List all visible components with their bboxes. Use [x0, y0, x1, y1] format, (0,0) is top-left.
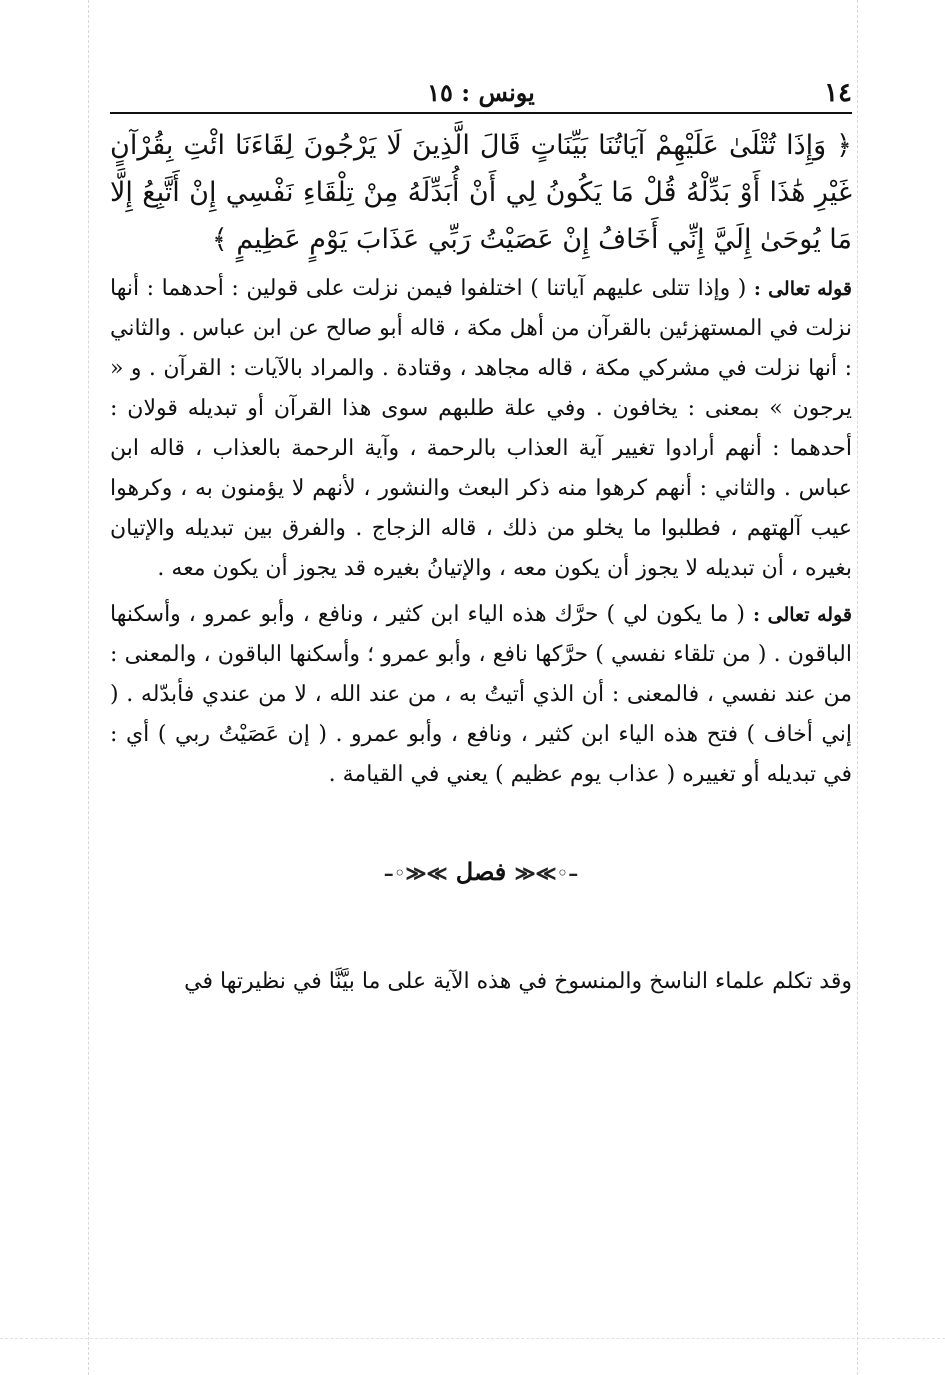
guide-line [857, 0, 858, 1375]
quran-verse: ﴿ وَإِذَا تُتْلَىٰ عَلَيْهِمْ آيَاتُنَا بَيِّنَاتٍ قَالَ الَّذِينَ لَا يَرْجُونَ لِقَاءَنَا ائْتِ بِقُرْآنٍ غَيْرِ هَٰذَا أَوْ بَدِّلْهُ قُلْ مَا يَكُونُ لِي أَنْ أُبَدِّلَهُ مِنْ تِلْقَاءِ نَفْسِي إِنْ أَتَّبِعُ إِلَّا مَا يُوحَىٰ إِلَيَّ إِنِّي أَخَافُ إِنْ عَصَيْتُ رَبِّي عَذَابَ يَوْمٍ عَظِيمٍ ﴾ [110, 130, 852, 255]
header-rule [110, 112, 852, 114]
commentary [110, 269, 852, 795]
section-divider [110, 857, 852, 886]
paragraph-lead: قوله تعالى : [752, 604, 852, 626]
page-number: ١٤ [824, 78, 852, 108]
commentary-paragraph [110, 269, 852, 589]
running-title: يونس : ١٥ [427, 78, 535, 107]
commentary-paragraph [110, 595, 852, 795]
ornament-icon: –◦≫≪ [514, 861, 579, 885]
guide-line [88, 0, 89, 1375]
guide-line [0, 1338, 945, 1339]
paragraph-text: ( ما يكون لي ) حرَّك هذه الياء ابن كثير ، ونافع ، وأبو عمرو ، وأسكنها الباقون . ( من تلقاء نفسي ) حرَّكها نافع ، وأبو عمرو ؛ وأسكنها الباقون ، والمعنى : من عند نفسي ، فالمعنى : أن الذي أتيتُ به ، من عند الله ، لا من عندي فأبدّله . ( إني أخاف ) فتح هذه الياء ابن كثير ، ونافع ، وأبو عمرو . ( إن عَصَيْتُ ربي ) أي : في تبديله أو تغييره ( عذاب يوم عظيم ) يعني في القيامة . [110, 602, 852, 787]
paragraph-text: ( وإذا تتلى عليهم آياتنا ) اختلفوا فيمن نزلت على قولين : أحدهما : أنها نزلت في المستهزئين بالقرآن من أهل مكة ، قاله أبو صالح عن ابن عباس . والثاني : أنها نزلت في مشركي مكة ، قاله مجاهد ، وقتادة . والمراد بالآيات : القرآن . و « يرجون » بمعنى : يخافون . وفي علة طلبهم سوى هذا القرآن أو تبديله قولان : أحدهما : أنهم أرادوا تغيير آية العذاب بالرحمة ، وآية الرحمة بالعذاب ، قاله ابن عباس . والثاني : أنهم كرهوا منه ذكر البعث والنشور ، لأنهم لا يؤمنون به ، وكرهوا عيب آلهتهم ، فطلبوا ما يخلو من ذلك ، قاله الزجاج . والفرق بين تبديله والإتيان بغيره ، أن تبديله لا يجوز أن يكون معه ، والإتيانُ بغيره قد يجوز أن يكون معه . [110, 276, 852, 581]
final-line: وقد تكلم علماء الناسخ والمنسوخ في هذه الآية على ما بيَّنَّا في نظيرتها في [184, 969, 852, 994]
section-title: فصل [455, 857, 507, 886]
paragraph-lead: قوله تعالى : [753, 278, 852, 300]
page-header [110, 70, 852, 112]
book-page [110, 70, 852, 1024]
ornament-icon: ≫≪◦– [383, 861, 448, 885]
